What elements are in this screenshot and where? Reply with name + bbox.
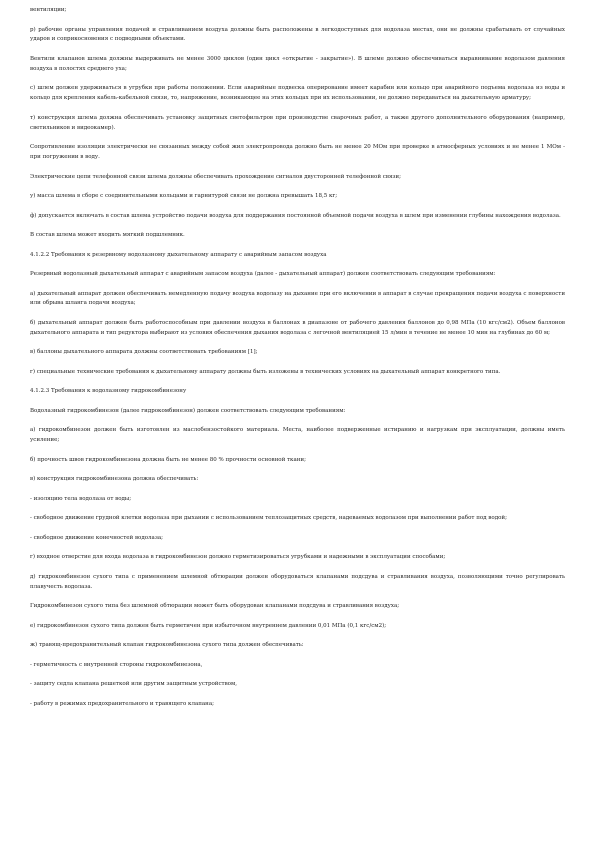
paragraph: а) гидрокомбинезон должен быть изготовлен из маслобензостойкого материала. Места, наиболее подверженные истиранию и нагрузкам при эксплуатации, должны иметь усиление; (30, 427, 565, 444)
list-item: - защиту седла клапана решеткой или другим защитным устройством, (30, 681, 238, 688)
list-item: - свободное движение конечностей водолаза; (30, 534, 163, 541)
paragraph: Водолазный гидрокомбинезон (далее гидрокомбинезон) должен соответствовать следующим требованиям: (30, 407, 346, 414)
paragraph: с) шлем должен удерживаться в угрубки при работы положении. Если аварийные подвеска оперирование имеет карабин или кольцо при аварийного подъема водолаза из воды и кольцо для крепления кабель-кабельной связи, то, напряжение, возникающее на этих кольцах при их использовании, не должно передаваться на дыхательную арматуру; (30, 85, 565, 102)
list-item: - изоляцию тела водолаза от воды; (30, 495, 132, 502)
paragraph: в) конструкция гидрокомбинезона должна обеспечивать: (30, 476, 199, 483)
paragraph: Гидрокомбинезон сухого типа без шлемной обтюрации может быть оборудован клапанами подсдува и стравливания воздуха; (30, 603, 400, 610)
paragraph: г) входное отверстие для входа водолаза в гидрокомбинезон должно герметизироваться угрубками и надежными в эксплуатации способами; (30, 554, 446, 561)
section-heading: 4.1.2.3 Требования к водолазному гидрокомбинезону (30, 388, 187, 395)
paragraph: Резервный водолазный дыхательный аппарат с аварийным запасом воздуха (далее - дыхательный аппарат) должен соответствовать следующим требованиям: (30, 271, 496, 278)
paragraph: Сопротивление изоляции электрически не связанных между собой жил электропровода должно быть не менее 20 МОм при проверке в атмосферных условиях и не менее 1 МОм - при погружении в воду. (30, 144, 565, 161)
list-item: - герметичность с внутренней стороны гидрокомбинезона, (30, 661, 203, 668)
paragraph: г) специальные технические требования к дыхательному аппарату должны быть изложены в технических условиях на дыхательный аппарат конкретного типа. (30, 368, 501, 375)
paragraph: д) гидрокомбинезон сухого типа с применением шлемной обтюрации должен оборудоваться клапанами подсдува и стравливания воздуха, позволяющими точно регулировать плавучесть водолаза. (30, 573, 565, 590)
paragraph: ж) травящ-предохранительный клапан гидрокомбинезона сухого типа должен обеспечивать: (30, 642, 304, 649)
paragraph: вентиляции; (30, 7, 67, 13)
paragraph: е) гидрокомбинезон сухого типа должен быть герметичен при избыточном внутреннем давлении 0,01 МПа (0,1 кгс/см2); (30, 622, 387, 629)
list-item: - свободное движение грудной клетки водолаза при дыхании с использованием теплозащитных средств, надеваемых водолазом при выполнении работ под водой; (30, 515, 507, 522)
paragraph: р) рабочие органы управления подачей и стравливанием воздуха должны быть расположены в легкодоступных для водолаза местах, они не должны срабатывать от случайных ударов и соприкосновения с подводными объектами. (30, 26, 565, 43)
paragraph: Электрические цепи телефонной связи шлема должны обеспечивать прохождение сигналов двусторонней телефонной связи; (30, 173, 401, 180)
paragraph: Вентили клапанов шлема должны выдерживать не менее 3000 циклов (один цикл «открытие - закрытие»). В шлеме должно обеспечиваться выравнивание водолазом давления воздуха в полостях среднего уха; (30, 55, 565, 72)
paragraph: у) масса шлема в сборе с соединительными кольцами и гарнитурой связи не должна превышать 18,5 кг; (30, 193, 338, 200)
paragraph: б) прочность швов гидрокомбинезона должна быть не менее 80 % прочности основной ткани; (30, 456, 306, 463)
paragraph: в) баллоны дыхательного аппарата должны соответствовать требованиям [1]; (30, 349, 258, 356)
paragraph: б) дыхательный аппарат должен быть работоспособным при давлении воздуха в баллонах в диапазоне от рабочего давления баллонов до 0,98 МПа (10 кгс/см2). Объем баллонов дыхательного аппарата и тип редуктора выбирают из условия обеспечения дыхания водолаза с легочной вентиляцией 15 л/мин в течение не менее 10 мин на глубинах до 60 м; (30, 319, 565, 336)
paragraph: ф) допускается включать в состав шлема устройство подачи воздуха для поддержания постоянной объемной подачи воздуха в шлем при изменении глубины нахождения водолаза. (30, 212, 561, 219)
paragraph: а) дыхательный аппарат должен обеспечивать немедленную подачу воздуха водолазу на дыхание при его включении в аппарат в случае прекращения подачи воздуха с поверхности или обрыва шланга подачи воздуха; (30, 290, 565, 307)
paragraph: В состав шлема может входить мягкий подшлемник. (30, 232, 185, 239)
section-heading: 4.1.2.2 Требования к резервному водолазному дыхательному аппарату с аварийным запасом воздуха (30, 251, 327, 258)
list-item: - работу в режимах предохранительного и травящего клапана; (30, 700, 214, 707)
paragraph: т) конструкция шлема должна обеспечивать установку защитных светофильтров при производстве сварочных работ, а также другого дополнительного оборудования (например, светильников и видеокамер). (30, 114, 565, 131)
